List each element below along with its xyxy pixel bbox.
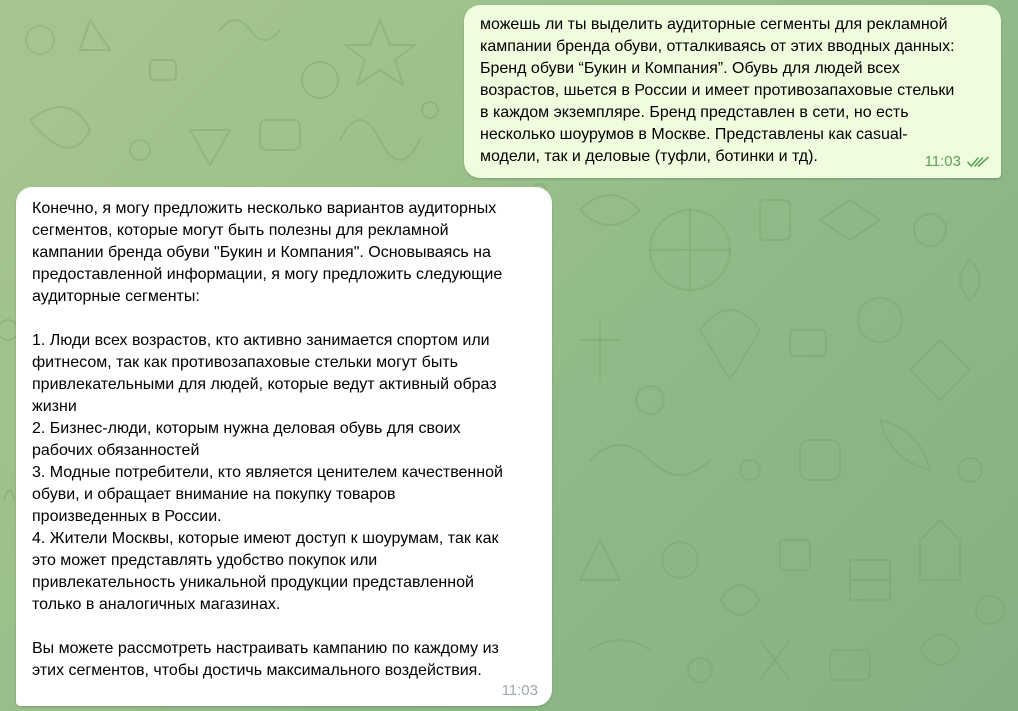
- message-text: Конечно, я могу предложить несколько вариантов аудиторных сегментов, которые могут быть полезны для рекламной кампании бренда обуви "Букин и Компания". Основываясь на предоставленной информации, я могу предложить следующие аудиторные сегменты: 1. Люди всех возрастов, кто активно занимается спортом или фитнесом, так как противозапаховые стельки могут быть привлекательными для людей, которые ведут активный образ жизни 2. Бизнес-люди, которым нужна деловая обувь для своих рабочих обязанностей 3. Модные потребители, кто является ценителем качественной обуви, и обращает внимание на покупку товаров произведенных в России. 4. Жители Москвы, которые имеют доступ к шоурумам, так как это может представлять удобство покупок или привлекательность уникальной продукции представленной только в аналогичных магазинах. Вы можете рассмотреть настраивать кампанию по каждому из этих сегментов, чтобы достичь максимального воздействия.: [32, 200, 503, 679]
- message-time: 11:03: [924, 153, 961, 170]
- outgoing-message-bubble[interactable]: [464, 5, 1001, 178]
- message-time: 11:03: [501, 682, 538, 699]
- message-meta: [925, 153, 989, 171]
- message-meta: [502, 682, 538, 700]
- message-text: можешь ли ты выделить аудиторные сегменты для рекламной кампании бренда обуви, отталкиваясь от этих вводных данных: Бренд обуви “Букин и Компания”. Обувь для людей всех возрастов, шьется в России и имеет противозапаховые стельки в каждом экземпляре. Бренд представлен в сети, но есть несколько шоурумов в Москве. Представлены как casual- модели, так и деловые (туфли, ботинки и тд).: [480, 16, 955, 165]
- incoming-message-bubble[interactable]: [16, 187, 552, 706]
- double-check-icon: [967, 156, 989, 168]
